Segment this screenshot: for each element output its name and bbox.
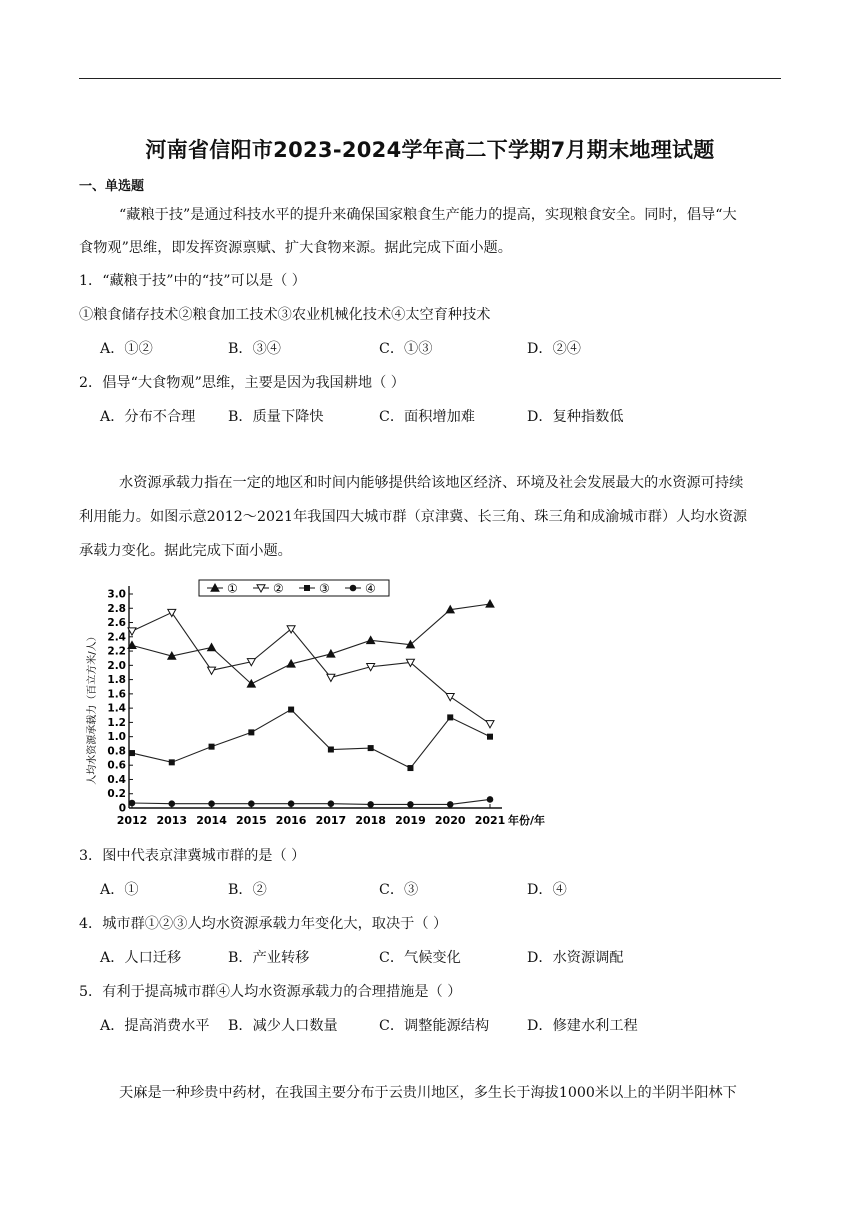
y-tick-label: 1.0 bbox=[107, 731, 126, 744]
x-tick-label: 2017 bbox=[315, 814, 347, 827]
series-3-point bbox=[288, 707, 294, 713]
series-4-point bbox=[367, 801, 374, 808]
series-line-2 bbox=[132, 613, 490, 724]
x-tick-label: 2012 bbox=[116, 814, 148, 827]
water-capacity-line-chart bbox=[84, 576, 556, 832]
series-1-point bbox=[367, 636, 375, 643]
y-tick-label: 2.0 bbox=[107, 659, 126, 672]
question-3-option-a[interactable]: A．① bbox=[100, 882, 139, 898]
question-4-option-a[interactable]: A．人口迁移 bbox=[100, 950, 182, 966]
question-3-option-d[interactable]: D．④ bbox=[527, 882, 567, 898]
x-tick-label: 2016 bbox=[275, 814, 307, 827]
series-2-point bbox=[168, 609, 176, 616]
passage2-line3: 承载力变化。据此完成下面小题。 bbox=[79, 543, 292, 559]
question-5-option-b[interactable]: B．减少人口数量 bbox=[228, 1018, 338, 1034]
series-4-point bbox=[487, 796, 494, 803]
legend-marker-3 bbox=[304, 585, 310, 591]
question-1-option-b[interactable]: B．③④ bbox=[228, 341, 281, 357]
passage1-line2: 食物观”思维，即发挥资源禀赋、扩大食物来源。据此完成下面小题。 bbox=[79, 240, 512, 256]
series-3-point bbox=[368, 745, 374, 751]
y-tick-label: 2.6 bbox=[107, 617, 126, 630]
series-4-point bbox=[328, 800, 335, 807]
series-3-point bbox=[248, 729, 254, 735]
page-title: 河南省信阳市2023-2024学年高二下学期7月期末地理试题 bbox=[145, 138, 715, 162]
question-5-option-c[interactable]: C．调整能源结构 bbox=[379, 1018, 490, 1034]
section-heading: 一、单选题 bbox=[79, 179, 145, 194]
series-4-point bbox=[447, 801, 454, 808]
x-tick-label: 2018 bbox=[355, 814, 386, 827]
series-1-point bbox=[486, 600, 494, 607]
series-3-point bbox=[209, 744, 215, 750]
question-3-options bbox=[100, 879, 800, 901]
x-tick-label: 2019 bbox=[395, 814, 426, 827]
y-tick-label: 1.4 bbox=[107, 702, 126, 715]
question-1-options bbox=[100, 338, 800, 360]
y-axis-label: 人均水资源承载力（百立方米/人） bbox=[87, 631, 98, 785]
series-4-point bbox=[168, 800, 175, 807]
series-4-point bbox=[129, 800, 136, 807]
chart-axes bbox=[107, 586, 545, 827]
x-axis-label: 年份/年 bbox=[508, 814, 546, 827]
question-5-option-a[interactable]: A．提高消费水平 bbox=[100, 1018, 210, 1034]
question-1-stem: 1．“藏粮于技”中的“技”可以是（ ） bbox=[79, 273, 306, 289]
series-3-point bbox=[487, 734, 493, 740]
x-tick-label: 2015 bbox=[236, 814, 267, 827]
series-3-point bbox=[447, 714, 453, 720]
series-3-point bbox=[407, 765, 413, 771]
question-3-stem: 3．图中代表京津冀城市群的是（ ） bbox=[79, 848, 306, 864]
y-tick-label: 0.4 bbox=[107, 773, 126, 786]
y-tick-label: 1.6 bbox=[107, 688, 126, 701]
legend-marker-4 bbox=[350, 585, 357, 592]
legend-label-1: ① bbox=[227, 581, 238, 596]
question-1-option-a[interactable]: A．①② bbox=[100, 341, 153, 357]
chart-legend bbox=[199, 580, 389, 596]
question-1-option-c[interactable]: C．①③ bbox=[379, 341, 433, 357]
y-tick-label: 0 bbox=[118, 802, 126, 815]
y-tick-label: 2.8 bbox=[107, 602, 126, 615]
question-4-option-d[interactable]: D．水资源调配 bbox=[527, 950, 624, 966]
series-line-4 bbox=[132, 799, 490, 804]
header-rule bbox=[79, 78, 781, 79]
series-2-point bbox=[486, 721, 494, 728]
question-2-option-c[interactable]: C．面积增加难 bbox=[379, 409, 475, 425]
question-4-stem: 4．城市群①②③人均水资源承载力年变化大，取决于（ ） bbox=[79, 916, 448, 932]
y-tick-label: 0.8 bbox=[107, 745, 126, 758]
series-3-point bbox=[169, 759, 175, 765]
series-line-3 bbox=[132, 710, 490, 768]
y-tick-label: 1.8 bbox=[107, 674, 126, 687]
question-4-option-b[interactable]: B．产业转移 bbox=[228, 950, 310, 966]
legend-label-2: ② bbox=[273, 581, 284, 596]
x-tick-label: 2021 bbox=[474, 814, 506, 827]
x-tick-label: 2020 bbox=[434, 814, 466, 827]
series-2-point bbox=[208, 667, 216, 674]
legend-label-4: ④ bbox=[365, 581, 376, 596]
series-3-point bbox=[129, 750, 135, 756]
question-5-options bbox=[100, 1015, 800, 1037]
question-3-option-c[interactable]: C．③ bbox=[379, 882, 419, 898]
legend-label-3: ③ bbox=[319, 581, 330, 596]
series-1-point bbox=[208, 644, 216, 651]
series-line-1 bbox=[132, 604, 490, 684]
question-2-option-a[interactable]: A．分布不合理 bbox=[100, 409, 196, 425]
question-3-option-b[interactable]: B．② bbox=[228, 882, 267, 898]
passage2-line1: 水资源承载力指在一定的地区和时间内能够提供给该地区经济、环境及社会发展最大的水资源可持续 bbox=[119, 475, 744, 491]
question-5-option-d[interactable]: D．修建水利工程 bbox=[527, 1018, 638, 1034]
y-tick-label: 1.2 bbox=[107, 716, 126, 729]
series-2-point bbox=[327, 674, 335, 681]
y-tick-label: 3.0 bbox=[107, 588, 126, 601]
question-4-option-c[interactable]: C．气候变化 bbox=[379, 950, 461, 966]
passage1-line1: “藏粮于技”是通过科技水平的提升来确保国家粮食生产能力的提高，实现粮食安全。同时，倡导“大 bbox=[119, 207, 737, 223]
series-3-point bbox=[328, 747, 334, 753]
question-5-stem: 5．有利于提高城市群④人均水资源承载力的合理措施是（ ） bbox=[79, 984, 462, 1000]
question-2-option-d[interactable]: D．复种指数低 bbox=[527, 409, 624, 425]
question-2-stem: 2．倡导“大食物观”思维，主要是因为我国耕地（ ） bbox=[79, 375, 405, 391]
x-tick-label: 2013 bbox=[156, 814, 188, 827]
y-tick-label: 0.2 bbox=[107, 788, 126, 801]
y-tick-label: 2.2 bbox=[107, 645, 126, 658]
question-2-options bbox=[100, 406, 800, 428]
question-4-options bbox=[100, 947, 800, 969]
series-4-point bbox=[248, 800, 255, 807]
series-4-point bbox=[407, 801, 414, 808]
y-tick-label: 2.4 bbox=[107, 631, 126, 644]
question-2-option-b[interactable]: B．质量下降快 bbox=[228, 409, 324, 425]
chart-series bbox=[128, 600, 494, 808]
y-tick-label: 0.6 bbox=[107, 759, 126, 772]
series-4-point bbox=[288, 800, 295, 807]
passage3-line1: 天麻是一种珍贵中药材，在我国主要分布于云贵川地区，多生长于海拔1000米以上的半阴半阳林下 bbox=[119, 1085, 737, 1101]
passage2-line2: 利用能力。如图示意2012～2021年我国四大城市群（京津冀、长三角、珠三角和成渝城市群）人均水资源 bbox=[79, 509, 748, 525]
x-tick-label: 2014 bbox=[196, 814, 227, 827]
series-4-point bbox=[208, 800, 215, 807]
question-1-items: ①粮食储存技术②粮食加工技术③农业机械化技术④太空育种技术 bbox=[79, 307, 491, 323]
series-2-point bbox=[446, 694, 454, 701]
question-1-option-d[interactable]: D．②④ bbox=[527, 341, 581, 357]
